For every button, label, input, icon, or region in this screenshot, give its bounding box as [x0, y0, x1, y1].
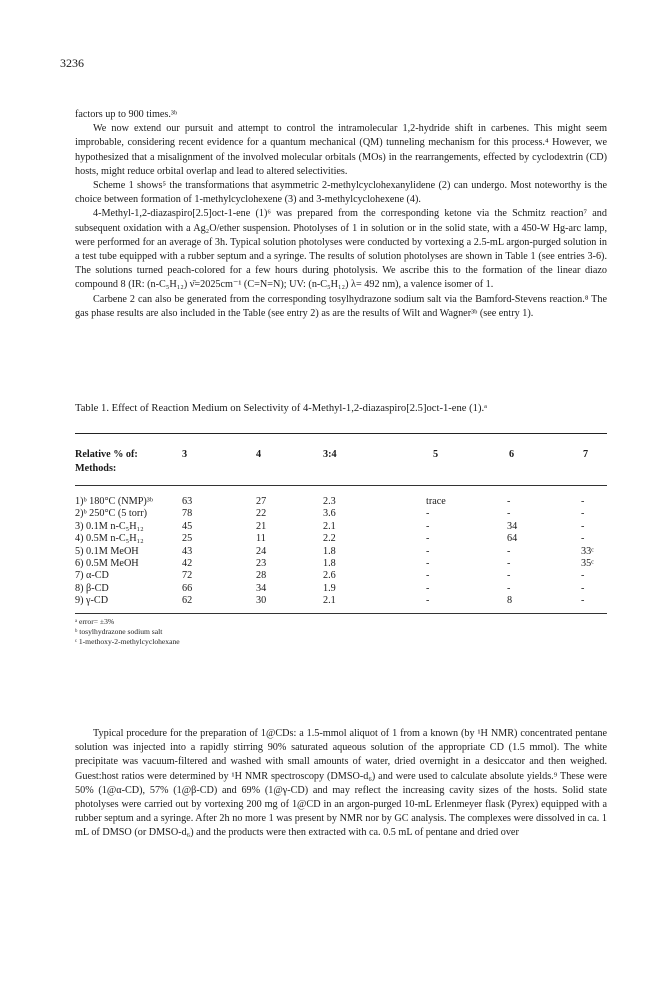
table-cell: - [507, 582, 511, 594]
paragraph: Typical procedure for the preparation of 1@CDs: a 1.5-mmol aliquot of 1 from a known (by ¹H NMR) concentrated pentane solution was injected into a rapidly stirring 90% saturated aqueous solution of the appropriate CD (1.5 mmol). The white precipitate was vacuum-filtered and washed with small amounts of water, dried overnight in a desiccator and then weighed. Guest:host ratios were determined by ¹H NMR spectroscopy (DMSO-d₆) and were used to calculate absolute yields.⁹ These were 50% (1@α-CD), 57% (1@β-CD) and 69% (1@γ-CD) and may reflect the increasing cavity sizes of the hosts. Solid state photolyses were carried out by vortexing 200 mg of 1@CD in an argon-purged 10-mL Erlenmeyer flask (Pyrex) equipped with a rubber septum and a syringe. After 2h no more 1 was present by NMR nor by GC analysis. The complexes were dissolved in ca. 1 mL of DMSO (or DMSO-d₆) and the products were then extracted with ca. 0.5 mL of pentane and dried over [75, 728, 607, 839]
table-cell: - [507, 545, 511, 557]
table-method-cell: 4) 0.5M n-C₅H₁₂ [75, 533, 144, 545]
table-cell: 11 [256, 533, 266, 545]
table-cell: 34 [256, 582, 267, 594]
body-text-bottom [75, 727, 607, 841]
table-cell: 21 [256, 520, 267, 532]
column-header: 5 [433, 449, 439, 460]
table-cell: 34 [507, 520, 518, 532]
table-cell: 23 [256, 558, 267, 569]
table-method-cell: 7) α-CD [75, 570, 109, 582]
table-cell: - [426, 533, 430, 545]
table-method-cell: 9) γ-CD [75, 595, 109, 607]
table-cell: - [426, 545, 430, 557]
column-header: 4 [256, 449, 262, 460]
table-cell: 2.1 [323, 595, 336, 607]
table-cell: - [426, 558, 430, 569]
table-cell: 3.6 [323, 508, 336, 520]
table-cell: 33ᶜ [581, 545, 594, 557]
paragraph: 4-Methyl-1,2-diazaspiro[2.5]oct-1-ene (1)⁶ was prepared from the corresponding ketone via the Schmitz reaction⁷ and subsequent oxidation with a Ag₂O/ether suspension. Photolyses of 1 in solution or in the solid state, with a 450-W Hg-arc lamp, were performed for an average of 3h. Typical solution photolyses were conducted by vortexing a 2.5-mL argon-purged solution in a test tube equipped with a rubber septum and a syringe. The results of solution photolyses are shown in Table 1 (see entries 3-6). The solutions turned peach-colored for a few hours during photolysis. We ascribe this to the formation of the linear diazo compound 8 (IR: (n-C₅H₁₂) ν̄=2025cm⁻¹ (C=N=N); UV: (n-C₅H₁₂) λ= 492 nm), a valence isomer of 1. [75, 208, 607, 291]
table-method-cell: 8) β-CD [75, 582, 109, 594]
table-cell: 1.9 [323, 582, 336, 594]
table-cell: - [426, 570, 430, 582]
table-cell: 35ᶜ [581, 558, 594, 569]
table-cell: 1.8 [323, 558, 336, 569]
table-bottom-rule [75, 613, 607, 614]
footnote-c: ᶜ 1-methoxy-2-methylcyclohexane [75, 637, 180, 646]
paragraph: We now extend our pursuit and attempt to control the intramolecular 1,2-hydride shift in carbenes. This might seem improbable, considering recent evidence for a quantum mechanical (QM) tunneling mechanism for this process.⁴ However, we hypothesized that a misalignment of the involved molecular orbitals (MOs) in the rearrangements, effected by cyclodextrin (CD) hosts, might reduce orbital overlap and lead to altered selectivities. [75, 123, 607, 177]
column-header: 6 [509, 449, 515, 460]
body-text-top [75, 108, 607, 321]
table-cell: 1.8 [323, 545, 336, 557]
paragraph: Scheme 1 shows⁵ the transformations that asymmetric 2-methylcyclohexanylidene (2) can undergo. Most noteworthy is the choice between formation of 1-methylcyclohexene (3) and 3-methylcyclohexene (4). [75, 180, 607, 206]
table-method-cell: 6) 0.5M MeOH [75, 558, 139, 569]
table-cell: 25 [182, 533, 193, 545]
table-cell: 8 [507, 595, 513, 607]
paragraph: factors up to 900 times.³ᵇ [75, 109, 178, 120]
table-cell: 28 [256, 570, 267, 582]
table-cell: 2.6 [323, 570, 336, 582]
page-number: 3236 [60, 56, 84, 70]
table-cell: 66 [182, 582, 193, 594]
table-cell: - [426, 508, 430, 520]
table-cell: 45 [182, 520, 193, 532]
table-method-cell: 1)ᵇ 180°C (NMP)³ᵇ [75, 496, 153, 507]
table-cell: - [581, 582, 585, 594]
table-cell: - [581, 508, 585, 520]
column-header: 3:4 [323, 449, 337, 460]
table-cell: 42 [182, 558, 193, 569]
table-cell: 62 [182, 595, 193, 607]
table-cell: 64 [507, 533, 518, 545]
table-cell: - [507, 508, 511, 520]
table-cell: 30 [256, 595, 267, 607]
table-cell: 78 [182, 508, 193, 520]
table-cell: 72 [182, 570, 193, 582]
table-cell: trace [426, 496, 446, 507]
header-methods-label: Methods: [75, 463, 117, 474]
table-cell: 2.1 [323, 520, 336, 532]
column-header: 7 [583, 449, 589, 460]
table-cell: - [507, 570, 511, 582]
table-header-rule [75, 485, 607, 486]
table-cell: 27 [256, 496, 267, 507]
table-cell: - [426, 582, 430, 594]
table-cell: - [426, 595, 430, 607]
table-cell: - [581, 570, 585, 582]
table-cell: - [581, 533, 585, 545]
table-caption: Table 1. Effect of Reaction Medium on Selectivity of 4-Methyl-1,2-diazaspiro[2.5]oct-1-ene (1).ᵃ [75, 403, 488, 414]
table-method-cell: 3) 0.1M n-C₅H₁₂ [75, 520, 144, 532]
table-method-cell: 5) 0.1M MeOH [75, 545, 139, 557]
table-top-rule [75, 433, 607, 434]
footnote-a: ᵃ error= ±3% [75, 617, 115, 626]
table-cell: 2.2 [323, 533, 336, 545]
table-cell: 63 [182, 496, 193, 507]
table-cell: - [581, 595, 585, 607]
table-cell: - [426, 520, 430, 532]
table-cell: - [507, 496, 511, 507]
footnote-b: ᵇ tosylhydrazone sodium salt [75, 627, 163, 636]
table-cell: 24 [256, 545, 267, 557]
table-cell: 43 [182, 545, 193, 557]
table-method-cell: 2)ᵇ 250°C (5 torr) [75, 508, 148, 520]
table-cell: 22 [256, 508, 267, 520]
column-header: 3 [182, 449, 188, 460]
header-relative-label: Relative % of: [75, 449, 138, 460]
paragraph: Carbene 2 can also be generated from the corresponding tosylhydrazone sodium salt via the Bamford-Stevens reaction.⁸ The gas phase results are also included in the Table (see entry 2) as are the results of Wilt and Wagner³ᵇ (see entry 1). [75, 293, 607, 319]
table-cell: - [507, 558, 511, 569]
table-cell: - [581, 520, 585, 532]
table-cell: - [581, 496, 585, 507]
table-cell: 2.3 [323, 496, 336, 507]
